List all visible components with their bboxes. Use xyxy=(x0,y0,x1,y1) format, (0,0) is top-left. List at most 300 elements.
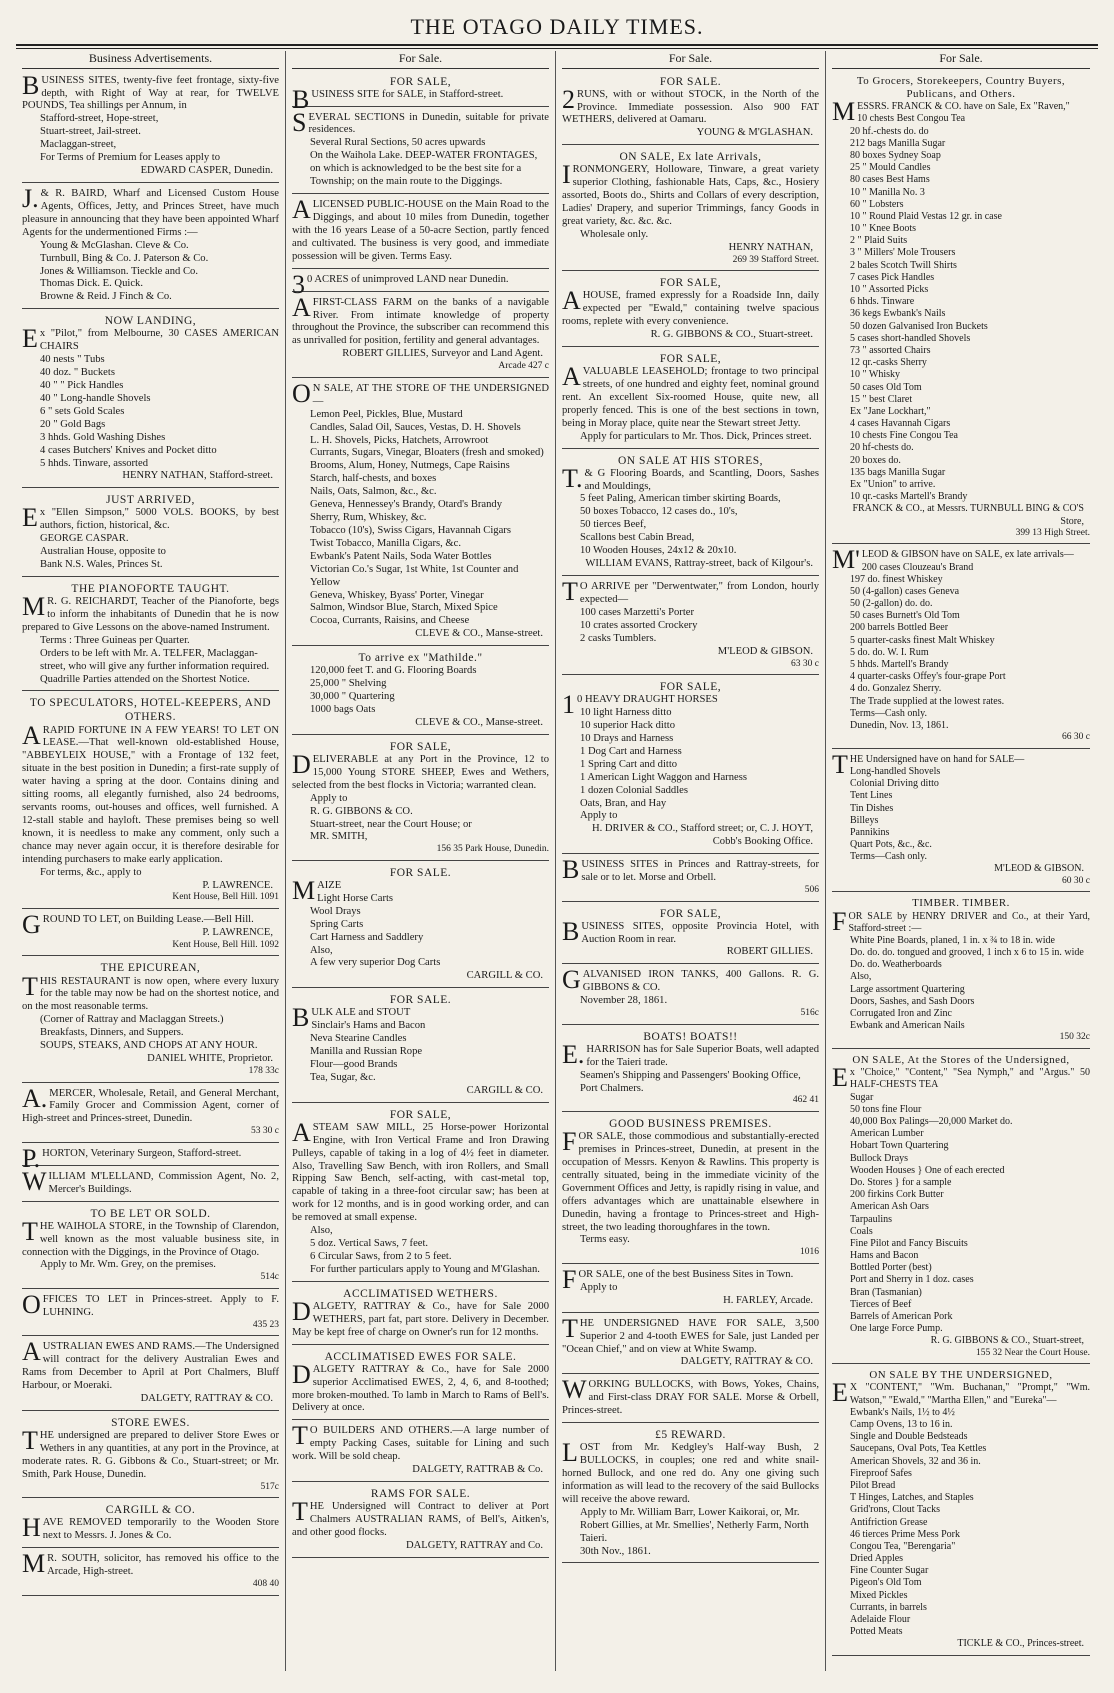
ad-line: Apply to xyxy=(310,792,348,804)
ad-line: Lemon Peel, Pickles, Blue, Mustard xyxy=(310,408,463,420)
advertisement xyxy=(22,70,279,183)
ad-heading: JUST ARRIVED, xyxy=(106,494,195,507)
ad-body: FOR SALE by HENRY DRIVER and Co., at their Yard, Stafford-street :— xyxy=(832,906,1090,936)
ad-reference-number: 63 30 c xyxy=(791,658,819,669)
ad-line: Long-handled Shovels xyxy=(850,765,941,777)
ad-heading: ON SALE AT HIS STORES, xyxy=(617,454,764,467)
ad-heading: ON SALE, Ex late Arrivals, xyxy=(619,151,762,164)
ad-heading: TO SPECULATORS, HOTEL-KEEPERS, AND OTHERS. xyxy=(29,697,272,724)
ad-line: Thomas Dick. E. Quick. xyxy=(40,278,143,290)
ad-reference-number: 155 32 Near the Court House. xyxy=(976,1347,1090,1358)
ad-reference-number: 517c xyxy=(260,1481,279,1492)
ad-line: Fine Counter Sugar xyxy=(850,1565,929,1577)
ad-line: Large assortment Quartering xyxy=(850,983,965,995)
ad-heading: ACCLIMATISED WETHERS. xyxy=(343,1287,498,1300)
ad-body: ASTEAM SAW MILL, 25 Horse-power Horizontal Engine, with Iron Vertical Frame and Iron Drawing Pulleys, capable of taking in a log of 4½ feet in diameter. Also, Travelling Saw Bench, with iron Rollers, and Small Ripping Saw Bench, self-acting, with cast-metal top, capable of taking in a three-foot circular saw; has been at work for 12 months, and is in good working order, and can be removed at small expense. xyxy=(292,1117,549,1224)
ad-line: Sherry, Rum, Whiskey, &c. xyxy=(310,512,427,524)
ad-line: 50 tierces Beef, xyxy=(580,519,647,531)
ad-body: AUSTRALIAN EWES AND RAMS.—The Undersigned will contract for the delivery Australian Ewes and Rams from December to April at Port Chalmers, Bluff Harbour, or Moeraki. xyxy=(22,1337,279,1392)
ad-line: 10 superior Hack ditto xyxy=(580,719,676,731)
ad-signature: HENRY NATHAN, Stafford-street. xyxy=(122,470,273,482)
ad-line: Nails, Oats, Salmon, &c., &c. xyxy=(310,486,437,498)
ad-reference-number: 399 13 High Street. xyxy=(1015,527,1090,538)
ad-line: Saucepans, Oval Pots, Tea Kettles xyxy=(850,1443,987,1455)
ad-heading: ON SALE BY THE UNDERSIGNED, xyxy=(869,1369,1053,1382)
advertisement xyxy=(832,749,1090,892)
advertisement xyxy=(22,1289,279,1336)
ad-body: IRONMONGERY, Holloware, Tinware, a great variety superior Clothing, fashionable Hats, Caps, &c., Hosiery assorted, Boots do., Shirts and Collars of every description, Ladies' Drapery, and superior Trimmings, fancy Goods in great variety, &c. &c. &c. xyxy=(562,160,819,228)
ad-signature: H. DRIVER & CO., Stafford street; or, C. J. HOYT, Cobb's Booking Office. xyxy=(591,823,813,848)
ad-heading: TO BE LET OR SOLD. xyxy=(90,1207,211,1220)
ad-line: 30th Nov., 1861. xyxy=(580,1545,651,1557)
ad-heading: £5 REWARD. xyxy=(655,1429,726,1442)
ad-body: MR. SOUTH, solicitor, has removed his office to the Arcade, High-street. xyxy=(22,1549,279,1579)
ad-signature: R. G. GIBBONS & CO., Stuart-street, xyxy=(930,1335,1084,1347)
advertisement xyxy=(292,73,549,114)
advertisement xyxy=(562,857,819,901)
ad-line: Also, xyxy=(310,1225,333,1237)
ad-line: Jones & Williamson. Tieckle and Co. xyxy=(40,265,198,277)
ad-line: Fireproof Safes xyxy=(850,1467,912,1479)
ad-line: 46 tierces Prime Mess Pork xyxy=(850,1528,960,1540)
ad-heading: FOR SALE, xyxy=(389,740,452,753)
ad-line: Apply to xyxy=(580,1281,618,1293)
advertisement xyxy=(22,1143,279,1173)
ad-heading: CARGILL & CO. xyxy=(105,1504,196,1517)
ad-line: Sugar xyxy=(850,1091,874,1103)
ad-line: Geneva, Hennessey's Brandy, Otard's Brandy xyxy=(310,499,503,511)
ad-body: DELIVERABLE at any Port in the Province, 12 to 15,000 Young STORE SHEEP, Ewes and Wethers, selected from the best flocks in Victoria; warranted clean. xyxy=(292,749,549,791)
ad-line: 20 hf.-chests do. do xyxy=(850,125,929,137)
ad-line: November 28, 1861. xyxy=(580,995,668,1007)
ad-body: THE Undersigned have on hand for SALE— xyxy=(832,749,1025,779)
ad-line: 25 " Mould Candles xyxy=(850,162,931,174)
advertisement xyxy=(562,579,819,675)
ad-line: 1 American Light Waggon and Harness xyxy=(580,771,747,783)
ad-line: 40 nests " Tubs xyxy=(40,354,105,366)
advertisement xyxy=(292,197,549,269)
ad-line: 40,000 Box Palings—20,000 Market do. xyxy=(850,1116,1013,1127)
ad-line: Seamen's Shipping and Passengers' Booking Office, Port Chalmers. xyxy=(580,1069,801,1094)
ad-line: Tent Lines xyxy=(850,790,893,802)
ad-signature: DALGETY, RATTRAY and Co. xyxy=(405,1539,543,1551)
ad-body: OFFICES TO LET in Princes-street. Apply to F. LUHNING. xyxy=(22,1289,279,1319)
advertisement xyxy=(562,1426,819,1563)
ad-heading: ACCLIMATISED EWES FOR SALE. xyxy=(324,1350,517,1363)
ad-heading: FOR SALE, xyxy=(659,353,722,366)
ad-reference-number: 66 30 c xyxy=(1062,732,1090,743)
ad-body: WILLIAM M'LELLAND, Commission Agent, No. 2, Mercer's Buildings. xyxy=(22,1166,279,1196)
ad-line: For Terms of Premium for Leases apply to xyxy=(40,152,221,164)
ad-body: 2RUNS, with or without STOCK, in the North of the Province. Immediate possession. Also 900 FAT WETHERS, delivered at Oamaru. xyxy=(562,84,819,126)
ad-line: Dunedin, Nov. 13, 1861. xyxy=(850,719,949,731)
ad-line: Scallons best Cabin Bread, xyxy=(580,532,695,544)
ad-body: WORKING BULLOCKS, with Bows, Yokes, Chains, and First-class DRAY FOR SALE. Morse & Orbell, Princes-street. xyxy=(562,1375,819,1417)
ad-line: 3 hhds. Gold Washing Dishes xyxy=(40,431,166,443)
ad-line: 40 " Long-handle Shovels xyxy=(40,392,151,404)
ad-line: Terms—Cash only. xyxy=(850,851,927,863)
ad-body: MESSRS. FRANCK & CO. have on Sale, Ex "Raven," xyxy=(832,97,1070,127)
ad-body: BUSINESS SITES in Princes and Rattray-streets, for sale or to let. Morse and Orbell. xyxy=(562,855,819,885)
ad-body: AFIRST-CLASS FARM on the banks of a navigable River. From intimate knowledge of property throughout the Province, the subscriber can recommend this as unrivalled for position, fertility and general advantages. xyxy=(292,292,549,347)
ad-line: 25,000 " Shelving xyxy=(310,678,387,690)
advertisement xyxy=(292,378,549,646)
ad-signature: HENRY NATHAN, xyxy=(728,241,813,253)
ad-line: Ewbank and American Nails xyxy=(850,1020,965,1032)
column-header: For Sale. xyxy=(292,51,549,69)
ad-signature: CARGILL & CO. xyxy=(466,970,543,982)
ad-line: Cart Harness and Saddlery xyxy=(310,931,424,943)
ad-line: 50 (4-gallon) cases Geneva xyxy=(850,585,960,597)
advertisement xyxy=(22,312,279,488)
ad-body: GALVANISED IRON TANKS, 400 Gallons. R. G. GIBBONS & CO. xyxy=(562,965,819,995)
ad-line: 120,000 feet T. and G. Flooring Boards xyxy=(310,665,477,677)
advertisement xyxy=(22,491,279,577)
ad-body: Ex "Choice," "Content," "Sea Nymph," and "Argus." 50 HALF-CHESTS TEA xyxy=(832,1063,1090,1093)
ad-line: Currants, Sugars, Vinegar, Bloaters (fresh and smoked) xyxy=(310,447,544,459)
advertisement xyxy=(292,1423,549,1482)
ad-line: 20 " Gold Bags xyxy=(40,418,106,430)
ad-line: 10 " Manilla No. 3 xyxy=(850,186,925,198)
ad-reference-number: 1016 xyxy=(800,1247,819,1258)
ad-line: Stuart-street, near the Court House; or xyxy=(310,818,472,830)
ad-line: Fine Pilot and Fancy Biscuits xyxy=(850,1237,968,1249)
ad-line: For further particulars apply to Young and M'Glashan. xyxy=(310,1263,540,1275)
ad-line: 36 kegs Ewbank's Nails xyxy=(850,308,946,320)
ad-body: AHOUSE, framed expressly for a Roadside Inn, daily expected per "Ewald," containing twelve spacious rooms, replete with every convenience. xyxy=(562,286,819,328)
ad-line: Adelaide Flour xyxy=(850,1614,911,1625)
ad-line: 60 " Lobsters xyxy=(850,198,904,210)
ad-signature: DALGETY, RATTRAY & CO. xyxy=(140,1393,273,1405)
advertisement xyxy=(22,580,279,691)
ad-heading: ON SALE, At the Stores of the Undersigned, xyxy=(852,1053,1070,1066)
ad-line: Several Rural Sections, 50 acres upwards xyxy=(310,137,486,149)
ad-line: 5 cases short-handled Shovels xyxy=(850,332,971,344)
ad-line: 5 feet Paling, American timber skirting Boards, xyxy=(580,493,781,505)
ad-line: 5 quarter-casks finest Malt Whiskey xyxy=(850,634,995,646)
ad-line: Hobart Town Quartering xyxy=(850,1140,949,1152)
ad-line: Bottled Porter (best) xyxy=(850,1262,932,1274)
ad-reference-number: 462 41 xyxy=(792,1095,819,1106)
ad-line: American Ash Oars xyxy=(850,1201,929,1213)
ad-line: Breakfasts, Dinners, and Suppers. xyxy=(40,1027,184,1039)
ad-reference-number: 514c xyxy=(260,1272,279,1283)
advertisement xyxy=(562,967,819,1024)
advertisement xyxy=(292,864,549,988)
ad-reference-number: 506 xyxy=(804,885,819,896)
ad-line: Wooden Houses } One of each erected xyxy=(850,1164,1005,1176)
advertisement xyxy=(832,1367,1090,1655)
ad-line: Turnbull, Bing & Co. J. Paterson & Co. xyxy=(40,252,209,264)
ad-body: TO BUILDERS AND OTHERS.—A large number of empty Packing Cases, suitable for Lining and such work. Will be sold cheap. xyxy=(292,1421,549,1463)
ad-heading: BOATS! BOATS!! xyxy=(643,1030,738,1043)
ad-line: Terms easy. xyxy=(580,1234,630,1246)
ad-line: 15 " best Claret xyxy=(850,393,913,405)
ad-line: Tea, Sugar, &c. xyxy=(310,1071,376,1083)
ad-line: Quart Pots, &c., &c. xyxy=(850,839,932,851)
ad-line: 200 firkins Cork Butter xyxy=(850,1189,944,1201)
ad-line: 200 barrels Bottled Beer xyxy=(850,622,949,634)
ad-signature: ROBERT GILLIES. xyxy=(726,946,813,958)
ad-line: 10 Wooden Houses, 24x12 & 20x10. xyxy=(580,545,737,557)
ad-line: Ex "Union" to arrive. xyxy=(850,479,936,491)
ad-line: Manilla and Russian Rope xyxy=(310,1046,423,1058)
advertisement xyxy=(562,350,819,449)
ad-line: Terms : Three Guineas per Quarter. xyxy=(40,634,190,646)
ad-line: Spring Carts xyxy=(310,918,364,930)
ad-body: J.& R. BAIRD, Wharf and Licensed Custom House Agents, Offices, Jetty, and Princes Street, have much pleasure in announcing that they have been appointed Wharf Agents for the undermentioned Firms :— xyxy=(22,184,279,238)
advertisement xyxy=(832,73,1090,545)
ad-signature: FRANCK & CO., at Messrs. TURNBULL BING & CO'S Store, xyxy=(852,503,1084,527)
ad-line: 197 do. finest Whiskey xyxy=(850,573,943,585)
ad-signature: YOUNG & M'GLASHAN. xyxy=(696,127,813,139)
ad-line: Hams and Bacon xyxy=(850,1250,919,1262)
advertisement xyxy=(562,905,819,965)
ad-line: Tin Dishes xyxy=(850,802,894,814)
ad-body: THE WAIHOLA STORE, in the Township of Clarendon, well known as the most valuable business site, in connection with the Diggings, in the Province of Otago. xyxy=(22,1216,279,1258)
advertisement xyxy=(562,73,819,146)
ad-reference-number: 60 30 c xyxy=(1062,875,1090,886)
ad-line: Pilot Bread xyxy=(850,1479,896,1491)
ad-line: One large Force Pump. xyxy=(850,1323,943,1335)
ad-line: R. G. GIBBONS & CO. xyxy=(310,805,413,817)
ad-body: AVALUABLE LEASEHOLD; frontage to two principal streets, of one hundred and eighty feet, nominal ground rent. An excellent Six-roomed House, quite new, all properly fenced. This is one of the best sections in town, being in Moray place, quite near the Stewart street Jetty. xyxy=(562,362,819,429)
ad-body: BUSINESS SITE for SALE, in Stafford-street. xyxy=(292,84,504,114)
ad-line: Young & McGlashan. Cleve & Co. xyxy=(40,239,189,251)
ad-reference-number: Kent House, Bell Hill. 1091 xyxy=(172,892,279,903)
ad-line: American Lumber xyxy=(850,1128,924,1140)
ad-line: Tobacco (10's), Swiss Cigars, Havannah Cigars xyxy=(310,524,511,536)
advertisement xyxy=(22,1414,279,1498)
advertisement xyxy=(292,269,549,299)
ad-body: SEVERAL SECTIONS in Dunedin, suitable for private residences. xyxy=(292,107,549,137)
ad-reference-number: Arcade 427 c xyxy=(498,361,549,372)
ad-line: Do. do. do. tongued and grooved, 1 inch x 6 to 15 in. wide xyxy=(850,947,1084,959)
advertisement xyxy=(562,1377,819,1423)
advertisement xyxy=(832,1052,1090,1364)
ad-line: 5 do. do. W. I. Rum xyxy=(850,646,929,658)
ad-body: E.HARRISON has for Sale Superior Boats, well adapted for the Taieri trade. xyxy=(562,1039,819,1069)
column-header: For Sale. xyxy=(832,51,1090,69)
ad-body: BUSINESS SITES, twenty-five feet frontage, sixty-five depth, with Right of Way at rear, for TWELVE POUNDS, Tea shillings per Annum, in xyxy=(22,70,279,112)
advertisement xyxy=(22,1166,279,1202)
ad-line: 4 do. Gonzalez Sherry. xyxy=(850,683,942,695)
ad-line: 6 Circular Saws, from 2 to 5 feet. xyxy=(310,1251,452,1263)
ad-heading: To Grocers, Storekeepers, Country Buyers, Publicans, and Others. xyxy=(856,74,1066,100)
ad-heading: FOR SALE, xyxy=(659,907,722,920)
ad-line: Light Horse Carts xyxy=(317,892,394,904)
ad-line: Billeys xyxy=(850,814,879,826)
column-header: Business Advertisements. xyxy=(22,51,279,69)
ad-body: HAVE REMOVED temporarily to the Wooden Store next to Messrs. J. Jones & Co. xyxy=(22,1513,279,1543)
ad-line: 10 qr.-casks Martell's Brandy xyxy=(850,491,968,503)
ad-reference-number: Kent House, Bell Hill. 1092 xyxy=(172,939,279,950)
ad-heading: THE EPICUREAN, xyxy=(100,962,201,975)
columns-container xyxy=(16,51,1098,1671)
advertisement xyxy=(22,1205,279,1289)
ad-line: Ewbank's Patent Nails, Soda Water Bottles xyxy=(310,550,492,562)
ad-line: Twist Tobacco, Manilla Cigars, &c. xyxy=(310,537,462,549)
ad-line: 50 boxes Tobacco, 12 cases do., 10's, xyxy=(580,506,738,518)
column-1 xyxy=(16,51,286,1671)
ad-line: The Trade supplied at the lowest rates. xyxy=(850,695,1005,707)
advertisement xyxy=(22,959,279,1082)
ad-line: GEORGE CASPAR. xyxy=(40,533,129,545)
ad-line: White Pine Boards, planed, 1 in. x ¾ to 18 in. wide xyxy=(850,934,1055,946)
ad-signature: P. LAWRENCE, xyxy=(202,926,273,938)
ad-body: LOST from Mr. Kedgley's Half-way Bush, 2 BULLOCKS, in couples; one red and white snail-horned Bullock, and one red do. Any one giving such information as will lead to the recovery of the said Bullocks will receive the above reward. xyxy=(562,1438,819,1505)
ad-reference-number: 150 32c xyxy=(1059,1032,1090,1043)
advertisement xyxy=(22,1083,279,1143)
ad-body: ALICENSED PUBLIC-HOUSE on the Main Road to the Diggings, and about 10 miles from Dunedin, together with the 16 years Lease of a 50-acre Section, partly fenced and cultivated. The business is very good, and immediate possession will be given. Terms Easy. xyxy=(292,195,549,262)
advertisement xyxy=(22,912,279,956)
ad-line: 1 Dog Cart and Harness xyxy=(580,745,682,757)
ad-line: 50 cases Old Tom xyxy=(850,381,922,393)
ad-line: 73 " assorted Chairs xyxy=(850,344,931,356)
ad-body: 10 HEAVY DRAUGHT HORSES xyxy=(562,690,718,720)
ad-line: SOUPS, STEAKS, AND CHOPS AT ANY HOUR. xyxy=(40,1040,258,1052)
advertisement xyxy=(22,1339,279,1411)
ad-line: 10 Drays and Harness xyxy=(580,732,674,744)
ad-line: 50 dozen Galvanised Iron Buckets xyxy=(850,320,988,332)
ad-signature: M'LEOD & GIBSON. xyxy=(717,645,813,657)
ad-signature: DALGETY, RATTRAB & Co. xyxy=(412,1464,543,1476)
advertisement xyxy=(292,649,549,735)
ad-line: 50 tons fine Flour xyxy=(850,1103,922,1115)
ad-line: Antifriction Grease xyxy=(850,1516,928,1528)
ad-signature: CARGILL & CO. xyxy=(466,1084,543,1096)
ad-line: Colonial Driving ditto xyxy=(850,778,939,790)
ad-heading: GOOD BUSINESS PREMISES. xyxy=(609,1118,772,1131)
ad-line: Stafford-street, Hope-street, xyxy=(40,113,159,125)
ad-line: Candles, Salad Oil, Sauces, Vestas, D. H. Shovels xyxy=(310,421,521,433)
ad-line: Neva Stearine Candles xyxy=(310,1033,407,1045)
ad-line: 10 " Assorted Picks xyxy=(850,284,929,296)
ad-line: Pannikins xyxy=(850,826,890,838)
ad-line: Brooms, Alum, Honey, Nutmegs, Cape Raisins xyxy=(310,460,510,472)
ad-line: 50 cases Burnett's Old Tom xyxy=(850,610,960,622)
ad-signature: R. G. GIBBONS & CO., Stuart-street. xyxy=(650,329,813,341)
ad-line: 3 " Millers' Mole Trousers xyxy=(850,247,956,259)
advertisement xyxy=(292,1285,549,1345)
ad-body: THE Undersigned will Contract to deliver at Port Chalmers AUSTRALIAN RAMS, of Bell's, Aitken's, and other good flocks. xyxy=(292,1497,549,1538)
ad-signature: TICKLE & CO., Princes-street. xyxy=(957,1638,1084,1650)
ad-line: Starch, half-chests, and boxes xyxy=(310,473,437,485)
ad-line: Pigeon's Old Tom xyxy=(850,1577,922,1589)
ad-line: 212 bags Manilla Sugar xyxy=(850,137,946,149)
ad-line: On the Waihola Lake. DEEP-WATER FRONTAGES, on which is acknowledged to be the best site for a Township; on the main route to the Diggings. xyxy=(310,150,538,188)
ad-line: 10 " Knee Boots xyxy=(850,223,917,235)
masthead-rule xyxy=(16,44,1098,49)
ad-line: 40 doz. " Buckets xyxy=(40,367,115,379)
advertisement xyxy=(832,547,1090,748)
advertisement xyxy=(832,895,1090,1049)
ad-signature: P. LAWRENCE. xyxy=(202,879,273,891)
ad-line: 80 cases Best Hams xyxy=(850,174,930,186)
ad-line: Currants, in barrels xyxy=(850,1601,927,1613)
ad-line: Bank N.S. Wales, Princes St. xyxy=(40,559,163,571)
ad-body: THE undersigned are prepared to deliver Store Ewes or Wethers in any quantities, at any port in the Province, at moderate rates. R. G. Gibbons & Co., Stuart-street; or Mr. Smith, Park House, Dunedin. xyxy=(22,1425,279,1480)
advertisement xyxy=(292,1348,549,1421)
ad-reference-number: 269 39 Stafford Street. xyxy=(732,254,819,265)
ad-line: Apply to Mr. William Barr, Lower Kaikorai, or, Mr. Robert Gillies, at Mr. Smellies', Netherly Farm, North Taieri. xyxy=(580,1506,809,1544)
ad-body: TO ARRIVE per "Derwentwater," from London, hourly expected— xyxy=(562,577,819,607)
advertisement xyxy=(562,148,819,271)
ad-body: P.HORTON, Veterinary Surgeon, Stafford-street. xyxy=(22,1143,242,1173)
ad-line: T Hinges, Latches, and Staples xyxy=(850,1492,974,1504)
ad-line: 5 hhds. Tinware, assorted xyxy=(40,457,148,469)
ad-body: MAIZE xyxy=(292,875,342,905)
ad-heading: RAMS FOR SALE. xyxy=(370,1488,471,1501)
ad-body: DALGETY RATTRAY & Co., have for Sale 2000 superior Acclimatised EWES, 2, 4, 6, and 8-toothed; more broken-mouthed. To lamb in March to Rams of Bell's. Delivery at once. xyxy=(292,1359,549,1414)
advertisement xyxy=(292,107,549,195)
ad-line: Port and Sherry in 1 doz. cases xyxy=(850,1274,974,1286)
ad-line: A few very superior Dog Carts xyxy=(310,957,441,969)
advertisement xyxy=(562,274,819,347)
ad-heading: To arrive ex "Mathilde." xyxy=(358,652,483,665)
ad-body: MR. G. REICHARDT, Teacher of the Pianoforte, begs to inform the inhabitants of Dunedin that he is now prepared to Give Lessons on the above-named Instrument. xyxy=(22,592,279,633)
ad-line: Dried Apples xyxy=(850,1553,904,1565)
ad-line: 4 cases Butchers' Knives and Pocket ditto xyxy=(40,444,217,456)
ad-line: Browne & Reid. J Finch & Co. xyxy=(40,291,172,303)
advertisement xyxy=(22,186,279,309)
ad-signature: DALGETY, RATTRAY & CO. xyxy=(680,1356,813,1368)
ad-line: 40 " " Pick Handles xyxy=(40,380,124,391)
advertisement xyxy=(562,678,819,854)
advertisement xyxy=(292,1485,549,1558)
ad-line: 6 hhds. Tinware xyxy=(850,296,915,308)
ad-signature: DANIEL WHITE, Proprietor. xyxy=(147,1053,273,1065)
ad-signature: WILLIAM EVANS, Rattray-street, back of Kilgour's. xyxy=(585,558,813,570)
ad-line: 10 " Whisky xyxy=(850,369,901,381)
ad-line: 100 cases Marzetti's Porter xyxy=(580,606,694,618)
advertisement xyxy=(562,1028,819,1112)
ad-line: Maclaggan-street, xyxy=(40,139,117,151)
ad-line: 20 hf-chests do. xyxy=(850,442,914,454)
ad-heading: FOR SALE, xyxy=(659,681,722,694)
advertisement xyxy=(292,738,549,861)
ad-line: Salmon, Windsor Blue, Starch, Mixed Spice xyxy=(310,602,498,614)
advertisement xyxy=(292,1106,549,1282)
ad-reference-number: 516c xyxy=(800,1008,819,1019)
ad-line: Quadrille Parties attended on the Shortest Notice. xyxy=(40,673,250,685)
ad-signature: CLEVE & CO., Manse-street. xyxy=(415,628,543,640)
column-4 xyxy=(826,51,1096,1671)
ad-line: Apply to Mr. Wm. Grey, on the premises. xyxy=(40,1259,216,1271)
ad-body: A.MERCER, Wholesale, Retail, and General Merchant, Family Grocer and Commission Agent, corner of High-street and Princes-street, Dunedin. xyxy=(22,1083,279,1125)
ad-line: Wholesale only. xyxy=(580,228,649,240)
ad-body: THIS RESTAURANT is now open, where every luxury for the table may now be had on the shortest notice, and on the most reasonable terms. xyxy=(22,971,279,1013)
ad-heading: FOR SALE, xyxy=(389,75,452,88)
ad-body: ARAPID FORTUNE IN A FEW YEARS! TO LET ON LEASE.—That well-known old-established House, "ABBEYLEIX HOUSE," with a Frontage of 132 feet, situate in the best position in Dunedin; a first-rate supply of water having a spring at the door. Contains dining and sitting rooms, all elegantly furnished, also 24 bedrooms, servants rooms, out-houses and offices, well furnished. A 12-stall stable and hayloft. These premises being so well known, it is needless to make any comment, only such a chance may never again occur, it is therefore desirable for intending purchasers to make early application. xyxy=(22,720,279,865)
column-2 xyxy=(286,51,556,1671)
ad-line: Also, xyxy=(310,944,333,956)
ad-reference-number: 156 35 Park House, Dunedin. xyxy=(436,844,549,855)
ad-line: Flour—good Brands xyxy=(310,1059,398,1071)
ad-line: 200 cases Clouzeau's Brand xyxy=(861,561,974,573)
ad-body: BULK ALE and STOUT xyxy=(292,1003,411,1033)
ad-line: (Corner of Rattray and Maclaggan Streets.) xyxy=(40,1014,224,1026)
ad-line: 5 hhds. Martell's Brandy xyxy=(850,659,949,671)
ad-body: 30 ACRES of unimproved LAND near Dunedin. xyxy=(292,269,509,299)
ad-line: Bullock Drays xyxy=(850,1152,909,1164)
ad-line: 12 qr.-casks Sherry xyxy=(850,357,927,369)
ad-heading: TIMBER. TIMBER. xyxy=(912,897,1010,910)
ad-signature: CLEVE & CO., Manse-street. xyxy=(415,716,543,728)
ad-line: American Shovels, 32 and 36 in. xyxy=(850,1455,981,1467)
advertisement xyxy=(562,1115,819,1264)
ad-line: 10 chests Fine Congou Tea xyxy=(850,430,958,442)
